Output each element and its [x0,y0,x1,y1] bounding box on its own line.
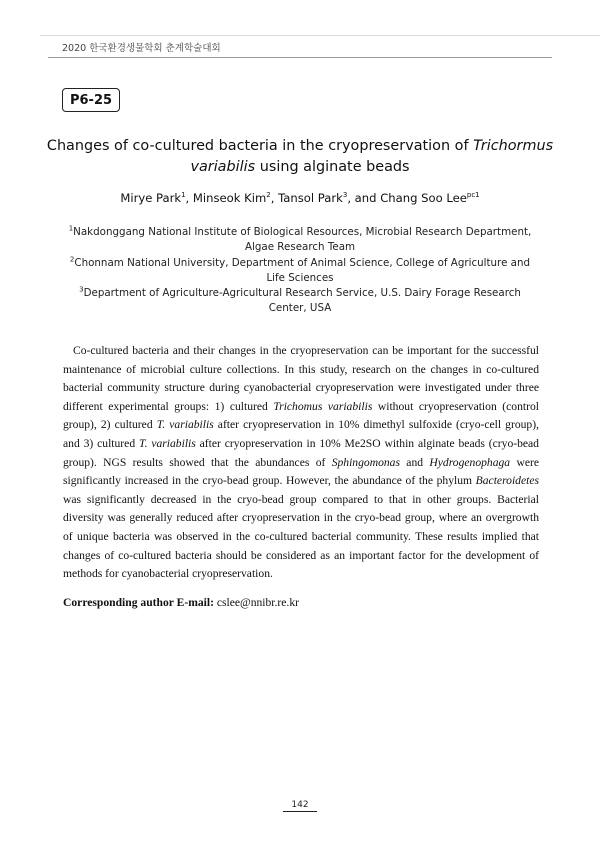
page-number [0,800,600,812]
author-separator: , [270,191,279,205]
affiliation-3-text: Department of Agriculture-Agricultural Research Service, U.S. Dairy Forage Research Center, USA [83,287,521,315]
corresponding-email[interactable]: cslee@nnibr.re.kr [213,596,299,609]
affiliation-1-text: Nakdonggang National Institute of Biological Resources, Microbial Research Department, Algae Research Team [73,226,532,254]
abstract-text: after cryopreservation in 10% Me2SO within alginate beads (cryo-bead group). NGS results showed that the abundances of [63,436,539,469]
paper-title [40,136,560,178]
affiliation-2-sup: 2 [69,255,75,264]
corresponding-author [63,596,299,609]
author-list [40,191,560,205]
abstract-text: after cryopreservation in 10% dimethyl sulfoxide (cryo-cell group), and 3) cultured [63,418,539,450]
page-number-text: 142 [283,800,316,812]
author-2-sup: 2 [266,191,271,200]
author-and: , and [347,191,381,205]
affiliation-2-text: Chonnam National University, Department of Animal Science, College of Agriculture and Life Sciences [74,256,531,284]
affiliations [66,225,534,317]
abstract-text: and [399,455,430,469]
running-header: 2020 한국환경생물학회 춘계학술대회 [62,43,221,54]
affiliation-3-sup: 3 [79,285,84,294]
corresponding-label: Corresponding author E-mail: [63,596,214,609]
abstract-species: Trichomus variabilis [273,399,373,413]
abstract-species: T. variabilis [138,436,196,450]
title-part-1: Changes of co-cultured bacteria in the cryopreservation of [46,138,474,154]
poster-code: P6-25 [62,88,120,112]
author-1-sup: 1 [181,191,186,200]
abstract-body [63,342,539,584]
abstract-text: Co-cultured bacteria and their changes in the cryopreservation can be important for the successful maintenance of microbial culture collections. In this study, research on the changes in co-cultured bacterial community structure during cyanobacterial cryopreservation were investigated under three different experimental groups: 1) cultured [63,344,539,413]
abstract-text: without cryopreservation (control group), 2) cultured [63,399,539,432]
abstract-genus: Sphingomonas [331,455,400,469]
abstract-text: were significantly increased in the cryo-bead group. However, the abundance of the phylum [63,455,539,488]
author-4: Chang Soo Lee [380,191,467,205]
affiliation-2 [66,256,534,287]
abstract-text: was significantly decreased in the cryo-bead group compared to that in other groups. Bacterial diversity was generally reduced after cryopreservation in the cryo-bead group, where an overgrowth of unique bacteria was observed in the co-cultured bacterial community. These results implied that changes of co-cultured bacteria should be considered as an important factor for the development of methods for cyanobacterial cryopreservation. [63,492,539,581]
affiliation-1 [66,225,534,256]
affiliation-3 [66,286,534,317]
affiliation-1-sup: 1 [68,224,74,233]
title-part-3: using alginate beads [255,159,410,175]
header-rule [48,57,552,58]
author-1: Mirye Park [120,191,182,205]
author-2: Minseok Kim [192,191,267,205]
abstract-genus: Hydrogenophaga [429,455,511,469]
author-separator: , [185,191,193,205]
title-species: Trichormus variabilis [190,138,554,175]
author-3: Tansol Park [278,191,343,205]
author-3-sup: 3 [342,191,348,200]
abstract-phylum: Bacteroidetes [475,474,539,488]
abstract-species: T. variabilis [156,418,214,432]
page-edge-rule [40,35,600,36]
author-4-sup: pc1 [466,191,480,200]
